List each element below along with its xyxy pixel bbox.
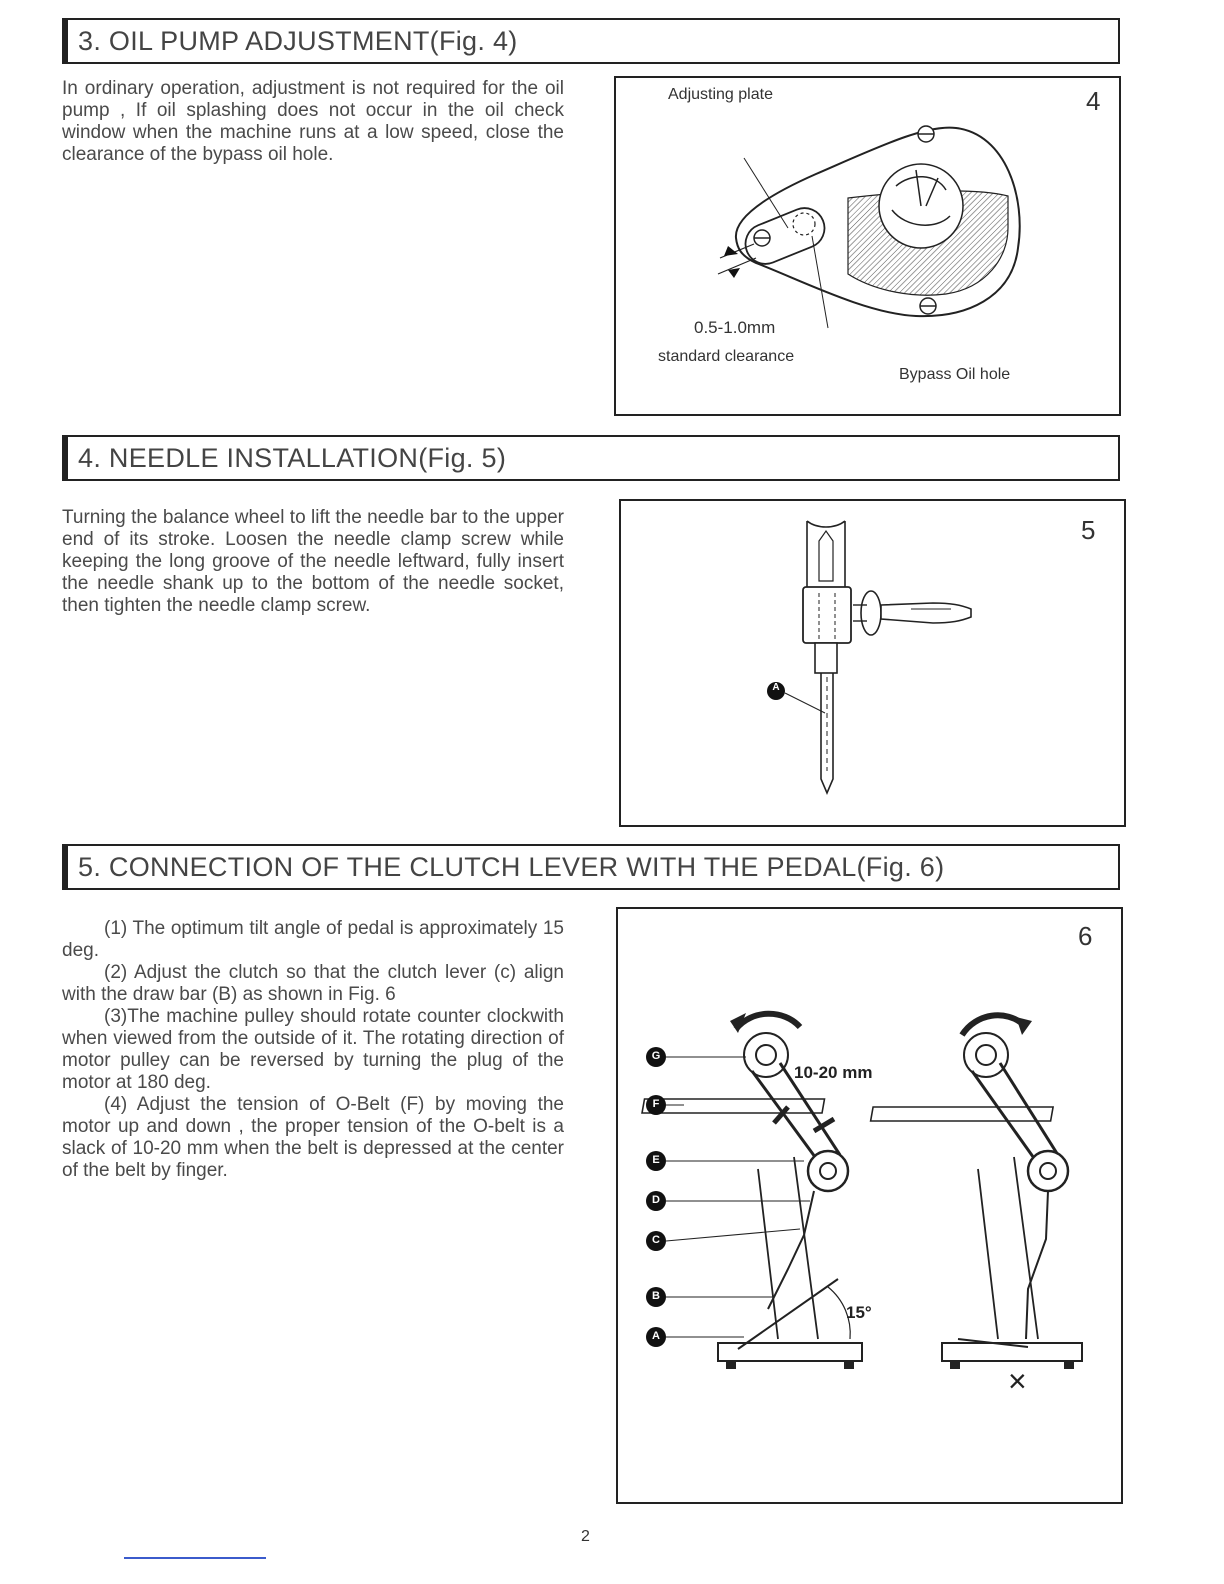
figure-6-number: 6 <box>1078 921 1093 951</box>
callout-g: G <box>651 1050 661 1062</box>
section-5-title: 5. CONNECTION OF THE CLUTCH LEVER WITH THE PEDAL(Fig. 6) <box>78 852 945 882</box>
callout-c: C <box>652 1234 660 1246</box>
adjusting-plate-label: Adjusting plate <box>668 86 773 103</box>
callout-a: A <box>652 1330 660 1342</box>
section-5-text <box>62 918 564 1182</box>
section-5-item-1: (1) The optimum tilt angle of pedal is approximately 15 deg. <box>62 918 564 961</box>
clearance-value-label: 0.5-1.0mm <box>694 318 776 337</box>
footer-rule <box>124 1557 266 1559</box>
section-5-header <box>62 844 1120 890</box>
angle-label: 15° <box>846 1303 872 1322</box>
section-4-paragraph: Turning the balance wheel to lift the needle bar to the upper end of its stroke. Loosen the needle clamp screw while keeping the long groove of the needle leftward, fully insert the needle shank up to the bottom of the needle socket, then tighten the needle clamp screw. <box>62 507 564 616</box>
section-3-title: 3. OIL PUMP ADJUSTMENT(Fig. 4) <box>78 26 518 56</box>
section-4-header <box>62 435 1120 481</box>
needle-drawing <box>621 501 1128 829</box>
section-5-item-2: (2) Adjust the clutch so that the clutch lever (c) align with the draw bar (B) as shown in Fig. 6 <box>62 962 564 1005</box>
clearance-caption-label: standard clearance <box>658 348 795 365</box>
section-5-item-3: (3)The machine pulley should rotate counter clockwith when viewed from the outside of it. The rotating direction of motor pulley can be reversed by turning the plug of the motor at 180 deg. <box>62 1006 564 1093</box>
section-3-header <box>62 18 1120 64</box>
oil-pump-drawing <box>616 78 1123 418</box>
section-3-text <box>62 78 564 166</box>
wrong-mark: × <box>1008 1363 1027 1399</box>
bypass-oil-hole-label: Bypass Oil hole <box>899 366 1011 383</box>
figure-4-number: 4 <box>1086 86 1101 116</box>
section-4-title: 4. NEEDLE INSTALLATION(Fig. 5) <box>78 443 507 473</box>
figure-6 <box>616 907 1123 1504</box>
figure-4 <box>614 76 1121 416</box>
page-number: 2 <box>581 1528 590 1545</box>
callout-a: A <box>772 682 780 693</box>
figure-5-number: 5 <box>1081 515 1096 545</box>
slack-label: 10-20 mm <box>794 1063 873 1082</box>
callout-d: D <box>652 1194 660 1206</box>
section-3-paragraph: In ordinary operation, adjustment is not required for the oil pump , If oil splashing does not occur in the oil check window when the machine runs at a low speed, close the clearance of the bypass oil hole. <box>62 78 564 165</box>
figure-5 <box>619 499 1126 827</box>
clutch-pedal-drawing <box>618 909 1125 1506</box>
section-5-item-4: (4) Adjust the tension of O-Belt (F) by moving the motor up and down , the proper tension of the O-belt is a slack of 10-20 mm when the belt is depressed at the center of the belt by finger. <box>62 1094 564 1181</box>
callout-f: F <box>652 1098 660 1110</box>
callout-e: E <box>652 1154 660 1166</box>
callout-b: B <box>652 1290 660 1302</box>
section-4-text <box>62 507 564 617</box>
